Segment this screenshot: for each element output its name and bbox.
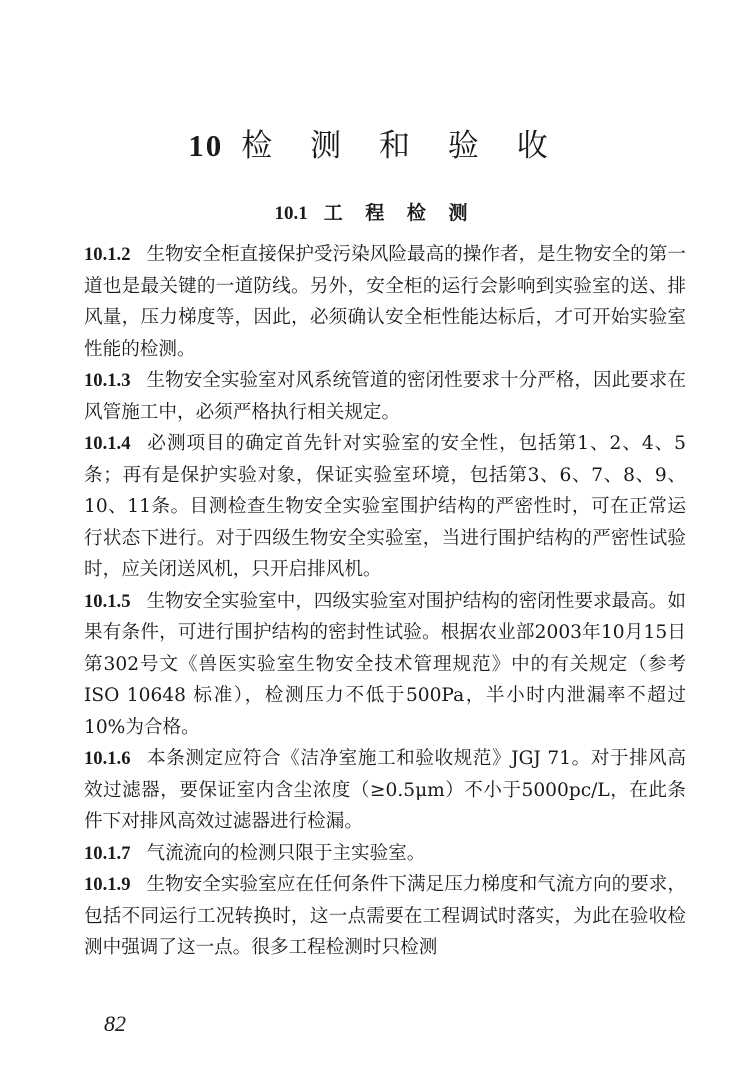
clause-number: 10.1.9 (84, 874, 131, 895)
clause-number: 10.1.6 (84, 748, 131, 769)
clause-number: 10.1.3 (84, 370, 131, 391)
clause-text: 气流流向的检测只限于主实验室。 (146, 842, 426, 864)
clause-text: 生物安全实验室中，四级实验室对围护结构的密闭性要求最高。如果有条件，可进行围护结构的密封性试验。根据农业部2003年10月15日第302号文《兽医实验室生物安全技术管理规范》中的有关规定（参考 ISO 10648 标准），检测压力不低于500Pa，半小时内泄漏率不超过10%为合格。 (84, 590, 686, 738)
clause-number: 10.1.4 (84, 433, 131, 454)
clause-number: 10.1.5 (84, 590, 131, 612)
chapter-title (0, 126, 750, 166)
clause-10-1-6 (84, 743, 686, 838)
clause-text: 生物安全实验室应在任何条件下满足压力梯度和气流方向的要求，包括不同运行工况转换时，这一点需要在工程调试时落实，为此在验收检测中强调了这一点。很多工程检测时只检测 (84, 874, 686, 958)
clause-text: 本条测定应符合《洁净室施工和验收规范》JGJ 71。对于排风高效过滤器，要保证室内含尘浓度（≥0.5μm）不小于5000pc/L，在此条件下对排风高效过滤器进行检漏。 (84, 748, 686, 832)
clause-number: 10.1.2 (84, 244, 131, 265)
clause-10-1-4 (84, 428, 686, 586)
clause-10-1-5 (84, 586, 686, 744)
chapter-number: 10 (188, 128, 224, 163)
clause-10-1-2 (84, 239, 686, 365)
clause-text: 必测项目的确定首先针对实验室的安全性，包括第1、2、4、5条；再有是保护实验对象，保证实验室环境，包括第3、6、7、8、9、10、11条。目测检查生物安全实验室围护结构的严密性时，可在正常运行状态下进行。对于四级生物安全实验室，当进行围护结构的严密性试验时，应关闭送风机，只开启排风机。 (84, 433, 686, 580)
page-number: 82 (104, 1011, 126, 1036)
section-title-text: 工 程 检 测 (323, 202, 476, 224)
clause-10-1-9 (84, 869, 686, 964)
clause-text: 生物安全实验室对风系统管道的密闭性要求十分严格，因此要求在风管施工中，必须严格执行相关规定。 (84, 370, 686, 423)
clause-number: 10.1.7 (84, 842, 131, 864)
clause-10-1-7 (84, 838, 686, 870)
body-text (84, 239, 686, 964)
section-number: 10.1 (274, 203, 308, 224)
clause-text: 生物安全柜直接保护受污染风险最高的操作者，是生物安全的第一道也是最关键的一道防线。另外，安全柜的运行会影响到实验室的送、排风量，压力梯度等，因此，必须确认安全柜性能达标后，才可开始实验室性能的检测。 (84, 244, 686, 360)
clause-10-1-3 (84, 365, 686, 428)
chapter-title-text: 检 测 和 验 收 (241, 128, 562, 164)
section-title (0, 200, 750, 227)
